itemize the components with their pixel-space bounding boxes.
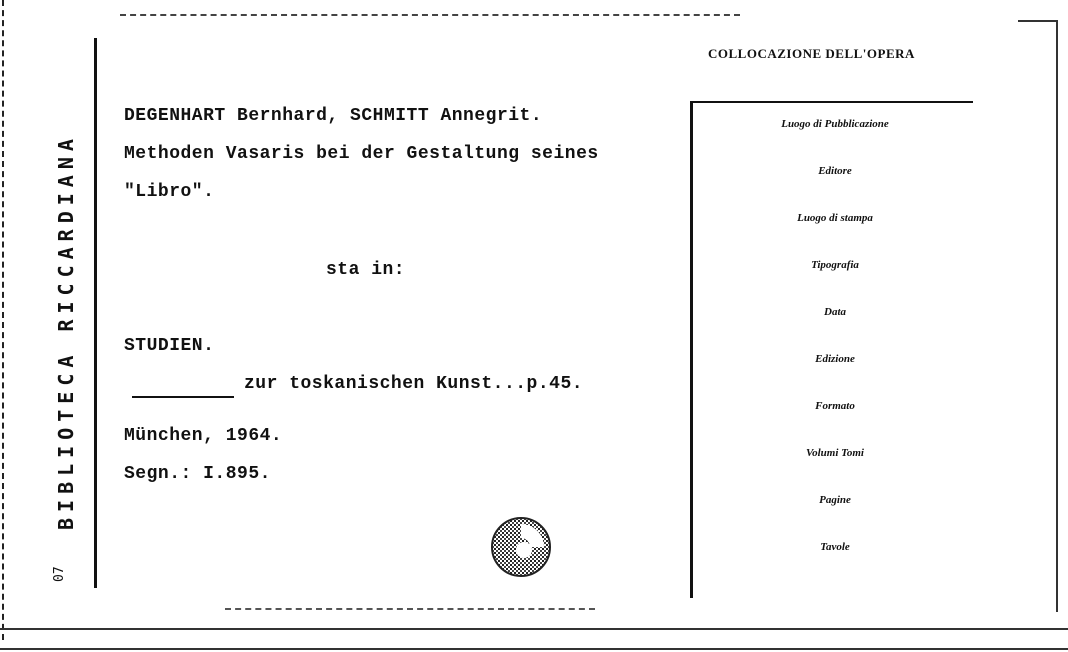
series-repeat-rule <box>132 396 234 398</box>
form-field-printer: Tipografia <box>811 259 859 271</box>
card-right-edge <box>1018 20 1058 612</box>
library-stamp-icon <box>490 516 552 578</box>
title-line-1: Methoden Vasaris bei der Gestaltung seines <box>124 144 599 164</box>
form-field-publisher: Editore <box>818 165 852 177</box>
form-field-format: Formato <box>815 400 855 412</box>
author-line: DEGENHART Bernhard, SCHMITT Annegrit. <box>124 106 543 126</box>
form-field-date: Data <box>824 306 846 318</box>
form-field-place-of-printing: Luogo di stampa <box>797 212 873 224</box>
series-subtitle: zur toskanischen Kunst...p.45. <box>244 374 584 394</box>
form-field-volumes: Volumi Tomi <box>806 447 864 459</box>
card-bottom-edge <box>225 608 595 610</box>
shelfmark-line: Segn.: I.895. <box>124 464 271 484</box>
card-top-edge <box>120 14 740 16</box>
series-title: STUDIEN. <box>124 336 215 356</box>
library-code-vertical: 07 <box>52 566 67 582</box>
form-heading: COLLOCAZIONE DELL'OPERA <box>708 46 915 61</box>
form-field-place-of-publication: Luogo di Pubblicazione <box>781 118 889 130</box>
imprint-line: München, 1964. <box>124 426 283 446</box>
library-name-vertical: BIBLIOTECA RICCARDIANA <box>54 133 78 530</box>
scan-bottom-line-2 <box>0 648 1068 650</box>
left-margin-rule <box>94 38 97 588</box>
contained-in-label: sta in: <box>326 260 406 280</box>
form-field-pages: Pagine <box>819 494 851 506</box>
scan-bottom-line <box>0 628 1068 630</box>
form-field-edition: Edizione <box>815 353 855 365</box>
form-field-plates: Tavole <box>820 541 850 553</box>
title-line-2: "Libro". <box>124 182 215 202</box>
scan-left-edge <box>2 0 14 640</box>
